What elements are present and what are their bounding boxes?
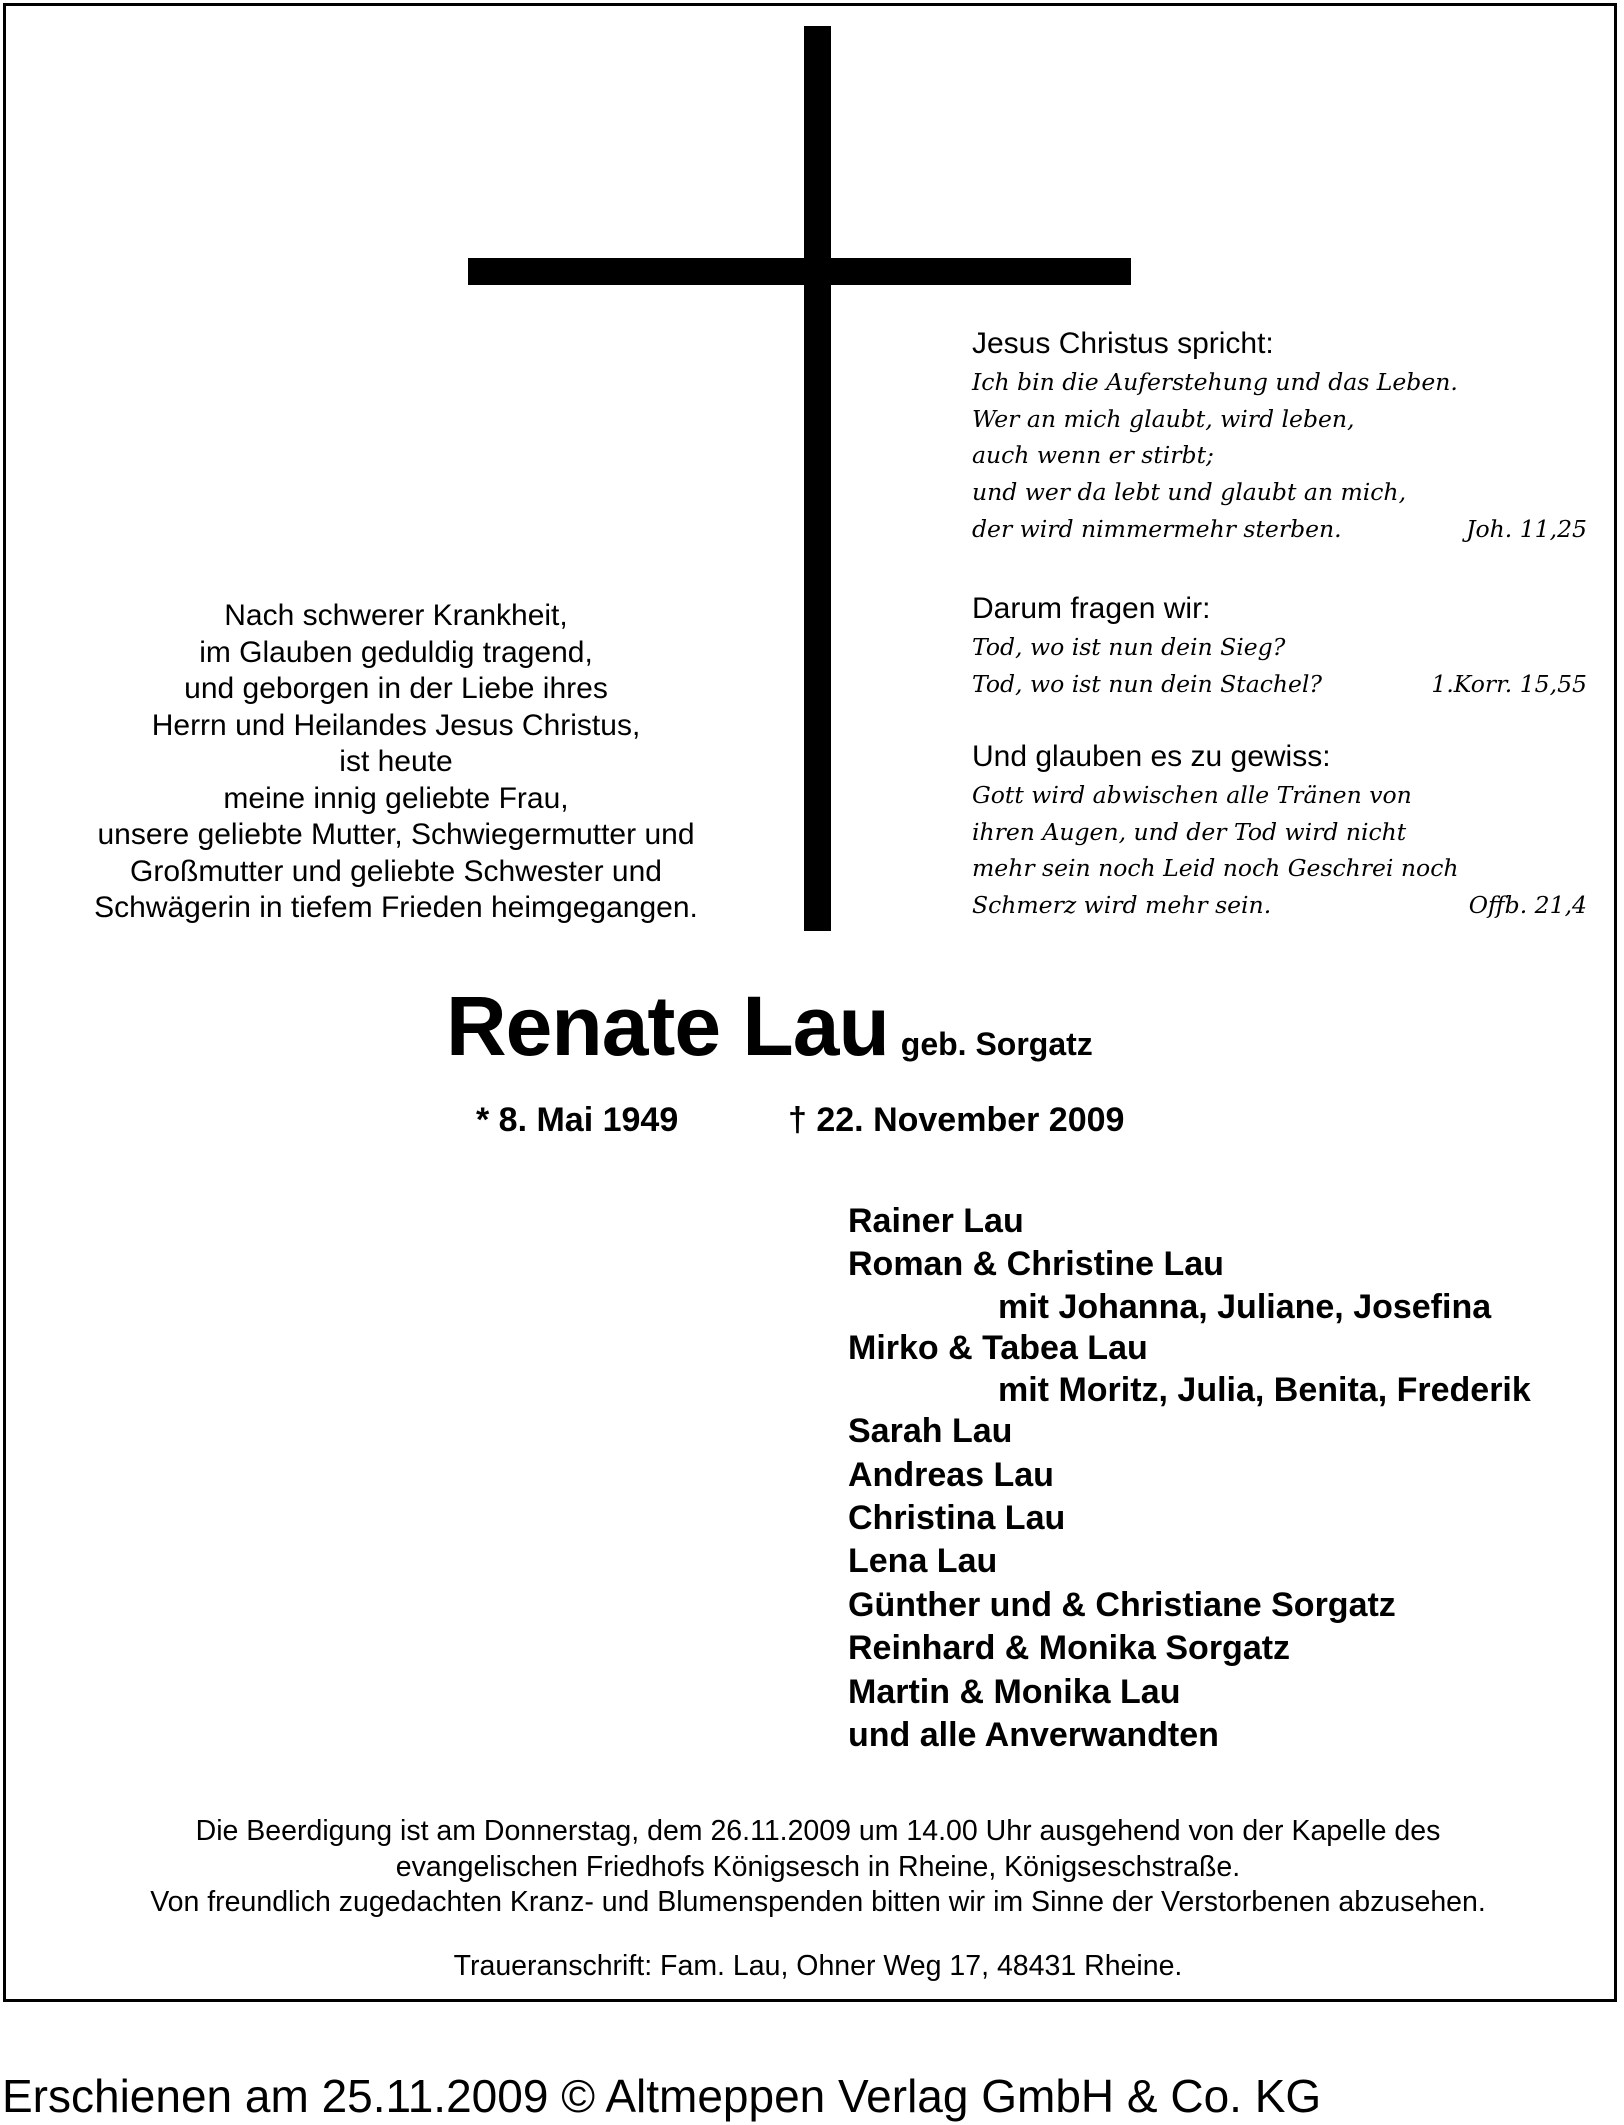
mourner-name: und alle Anverwandten <box>848 1716 1219 1755</box>
intro-line: im Glauben geduldig tragend, <box>199 635 593 669</box>
verse-heading: Jesus Christus spricht: <box>972 327 1274 360</box>
publication-footer: Erschienen am 25.11.2009 © Altmeppen Verlag GmbH & Co. KG <box>2 2070 1322 2122</box>
mourner-name: Lena Lau <box>848 1542 998 1581</box>
deceased-name: Renate Lau <box>446 979 889 1073</box>
verse-heading: Darum fragen wir: <box>972 592 1211 625</box>
verse-line: Schmerz wird mehr sein. <box>972 891 1272 920</box>
mourner-name: Mirko & Tabea Lau <box>848 1328 1148 1367</box>
mourner-name: Sarah Lau <box>848 1412 1013 1451</box>
verse-last-line <box>972 511 1587 548</box>
verse-reference: 1.Korr. 15,55 <box>1431 669 1587 698</box>
verse-reference: Offb. 21,4 <box>1468 891 1587 920</box>
verse-line: Gott wird abwischen alle Tränen von <box>972 781 1412 809</box>
cross-horizontal-bar <box>468 258 1131 285</box>
mourning-address: Traueranschrift: Fam. Lau, Ohner Weg 17, 48431 Rheine. <box>453 1950 1183 1982</box>
verse-last-line <box>972 887 1587 924</box>
verse-line: Tod, wo ist nun dein Stachel? <box>972 669 1323 698</box>
intro-line: unsere geliebte Mutter, Schwiegermutter und <box>97 818 695 851</box>
mourner-children: mit Johanna, Juliane, Josefina <box>998 1287 1492 1326</box>
verse-heading: Und glauben es zu gewiss: <box>972 740 1331 773</box>
deceased-birth-name: geb. Sorgatz <box>900 1026 1093 1062</box>
verse-block-3 <box>972 737 1587 924</box>
intro-line: ist heute <box>339 745 453 778</box>
funeral-line: evangelischen Friedhofs Königsesch in Rheine, Königseschstraße. <box>395 1850 1241 1883</box>
verse-line: ihren Augen, und der Tod wird nicht <box>972 817 1407 846</box>
funeral-line: Die Beerdigung ist am Donnerstag, dem 26.11.2009 um 14.00 Uhr ausgehend von der Kapelle des <box>195 1815 1441 1847</box>
verse-last-line <box>972 666 1587 703</box>
intro-line: Schwägerin in tiefem Frieden heimgegangen. <box>94 891 698 924</box>
funeral-line: Von freundlich zugedachten Kranz- und Blumenspenden bitten wir im Sinne der Verstorbenen abzusehen. <box>150 1886 1486 1918</box>
verse-reference: Joh. 11,25 <box>1466 514 1587 543</box>
mourner-name: Günther und & Christiane Sorgatz <box>848 1585 1396 1624</box>
funeral-notice <box>26 1814 1610 1921</box>
mourner-name: Martin & Monika Lau <box>848 1672 1181 1711</box>
mourner-name: Andreas Lau <box>848 1455 1054 1494</box>
mourner-name: Rainer Lau <box>848 1202 1024 1240</box>
intro-line: meine innig geliebte Frau, <box>223 781 569 815</box>
verse-line: auch wenn er stirbt; <box>972 441 1214 470</box>
verse-line: Tod, wo ist nun dein Sieg? <box>972 633 1286 661</box>
verse-line: der wird nimmermehr sterben. <box>972 514 1342 543</box>
verse-line: Ich bin die Auferstehung und das Leben. <box>972 368 1458 396</box>
mourner-name: Reinhard & Monika Sorgatz <box>848 1629 1291 1668</box>
intro-line: Großmutter und geliebte Schwester und <box>130 854 662 888</box>
birth-date: * 8. Mai 1949 <box>476 1101 679 1139</box>
verse-line: mehr sein noch Leid noch Geschrei noch <box>972 854 1459 883</box>
verse-line: Wer an mich glaubt, wird leben, <box>972 404 1355 433</box>
intro-text <box>36 598 756 927</box>
intro-line: Herrn und Heilandes Jesus Christus, <box>151 708 641 742</box>
verse-block-2 <box>972 589 1587 702</box>
mourner-children: mit Moritz, Julia, Benita, Frederik <box>998 1371 1531 1410</box>
mourners-list <box>848 1200 1531 1757</box>
deceased-name-line <box>446 978 1093 1075</box>
mourner-name: Roman & Christine Lau <box>848 1245 1224 1284</box>
death-date: † 22. November 2009 <box>788 1101 1125 1139</box>
intro-line: Nach schwerer Krankheit, <box>224 599 568 632</box>
intro-line: und geborgen in der Liebe ihres <box>184 672 608 705</box>
cross-vertical-bar <box>804 26 831 931</box>
obituary-frame <box>3 3 1617 2002</box>
mourner-name: Christina Lau <box>848 1499 1066 1538</box>
verse-line: und wer da lebt und glaubt an mich, <box>972 478 1407 507</box>
verse-block-1 <box>972 324 1587 548</box>
